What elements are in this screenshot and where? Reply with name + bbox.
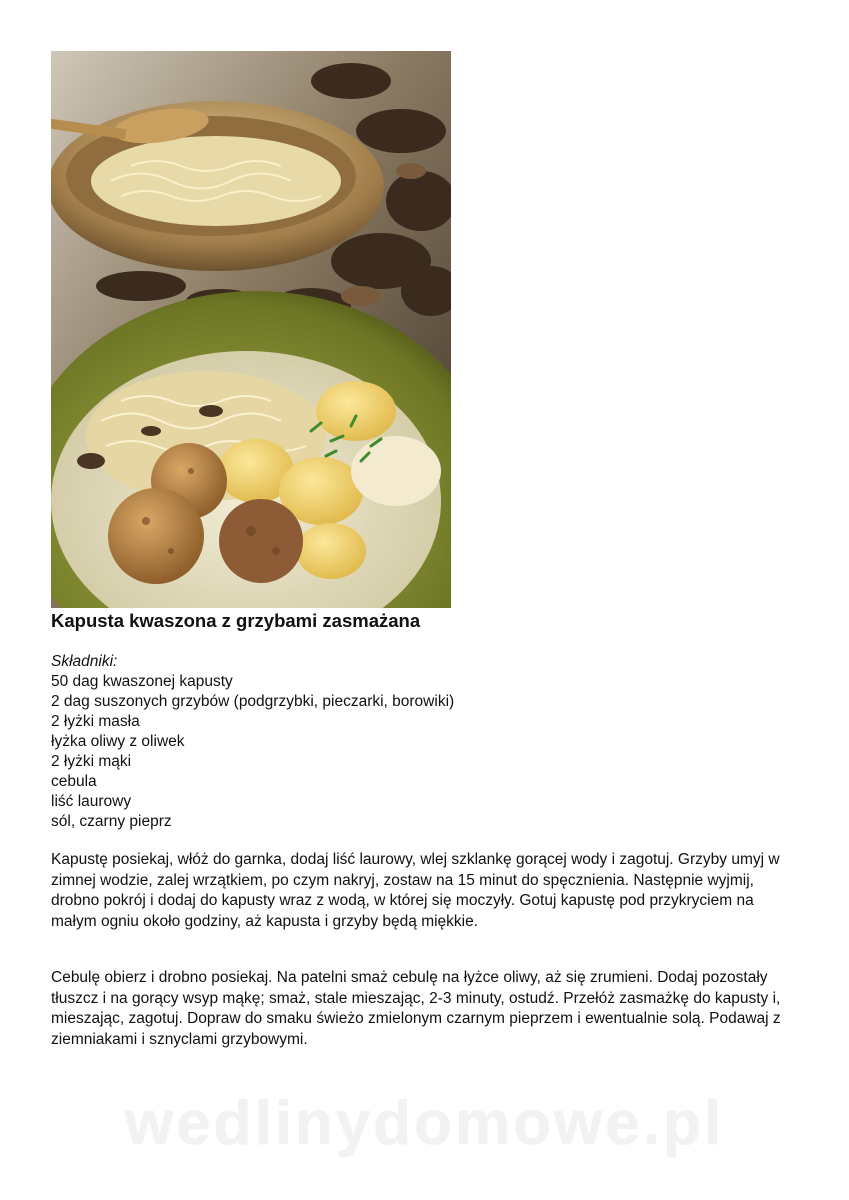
watermark: wedlinydomowe.pl xyxy=(124,1089,725,1158)
ingredient-item: 50 dag kwaszonej kapusty xyxy=(51,673,233,690)
food-photo-icon xyxy=(51,51,451,608)
ingredient-item: sól, czarny pieprz xyxy=(51,813,172,830)
instructions-paragraph-2: Cebulę obierz i drobno posiekaj. Na patelni smaż cebulę na łyżce oliwy, aż się zrumieni. Dodaj pozostały tłuszcz i na gorący wsyp mąkę; smaż, stale mieszając, 2-3 minuty, ostudź. Przełóż zasmażkę do kapusty i, mieszając, zagotuj. Dopraw do smaku świeżo zmielonym czarnym pieprzem i ewentualnie solą. Podawaj z ziemniakami i sznyclami grzybowymi. xyxy=(51,969,781,1048)
ingredient-item: liść laurowy xyxy=(51,793,132,810)
ingredients-section xyxy=(51,652,454,832)
ingredient-item: cebula xyxy=(51,773,97,790)
ingredient-item: 2 łyżki mąki xyxy=(51,753,132,770)
ingredient-item: łyżka oliwy z oliwek xyxy=(51,733,185,750)
ingredient-item: 2 łyżki masła xyxy=(51,713,140,730)
recipe-photo xyxy=(51,51,451,608)
ingredient-item: 2 dag suszonych grzybów (podgrzybki, pieczarki, borowiki) xyxy=(51,693,455,710)
ingredients-list xyxy=(51,672,454,832)
recipe-title: Kapusta kwaszona z grzybami zasmażana xyxy=(51,610,421,631)
instructions-paragraph-1: Kapustę posiekaj, włóż do garnka, dodaj liść laurowy, wlej szklankę gorącej wody i zagotuj. Grzyby umyj w zimnej wodzie, zalej wrzątkiem, po czym nakryj, zostaw na 15 minut do spęcznienia. Następnie wyjmij, drobno pokrój i dodaj do kapusty wraz z wodą, w której się moczyły. Gotuj kapustę pod przykryciem na małym ogniu około godziny, aż kapusta i grzyby będą miękkie. xyxy=(51,851,780,930)
ingredients-label: Składniki: xyxy=(51,653,118,670)
